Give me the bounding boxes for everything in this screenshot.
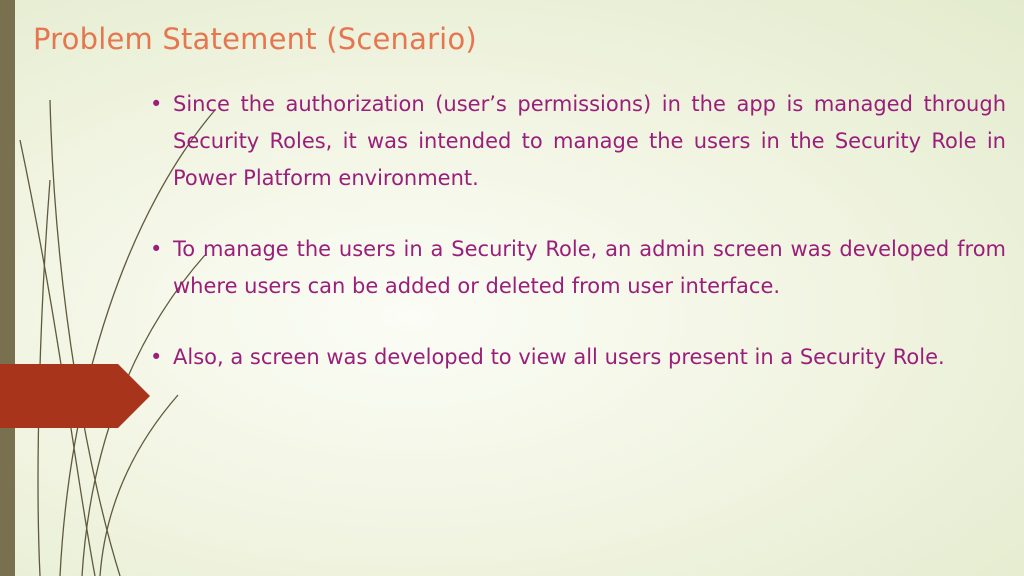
- bullet-text: Also, a screen was developed to view all users present in a Security Role.: [173, 345, 945, 369]
- slide-title: Problem Statement (Scenario): [33, 22, 477, 56]
- bullet-dot-icon: •: [150, 92, 163, 116]
- left-accent-bar: [0, 0, 15, 576]
- bullet-item: [150, 86, 1006, 197]
- bullet-list: [150, 86, 1006, 410]
- bullet-dot-icon: •: [150, 237, 163, 261]
- bullet-text: To manage the users in a Security Role, an admin screen was developed from where users can be added or deleted from user interface.: [173, 237, 1006, 298]
- bullet-text: Since the authorization (user’s permissions) in the app is managed through Security Roles, it was intended to manage the users in the Security Role in Power Platform environment.: [173, 92, 1006, 190]
- arrow-tab-shape: [0, 364, 150, 428]
- bullet-dot-icon: •: [150, 345, 163, 369]
- bullet-item: [150, 339, 1006, 376]
- bullet-item: [150, 231, 1006, 305]
